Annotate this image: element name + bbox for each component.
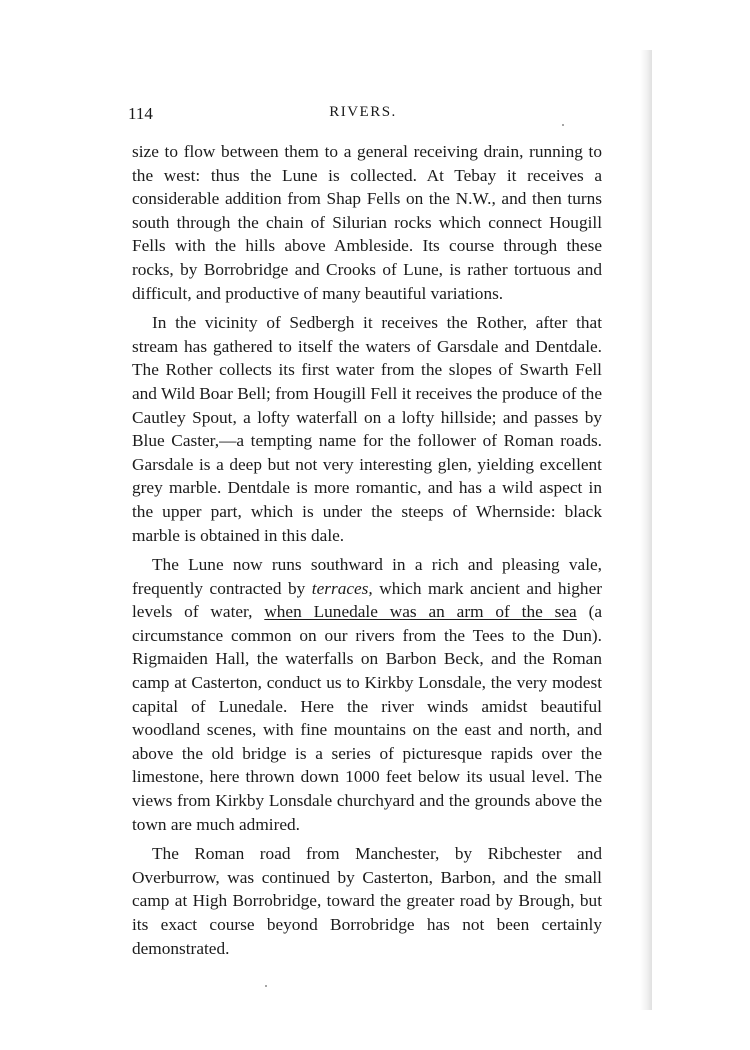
italic-terraces: terraces, [311,578,373,598]
running-head: RIVERS. [329,104,397,120]
body-text [132,140,602,960]
paragraph-3 [132,553,602,836]
paper-speck [265,985,267,987]
paragraph-3-text-middle: which mark ancient and higher levels of water, [132,578,602,622]
page-edge-shadow [640,50,652,1010]
paragraph-2: In the vicinity of Sedbergh it receives the Rother, after that stream has gathered to itself the waters of Garsdale and Dentdale. The Rother collects its first water from the slopes of Swarth Fell and Wild Boar Bell; from Hougill Fell it receives the produce of the Cautley Spout, a lofty waterfall on a lofty hillside; and passes by Blue Caster,—a tempting name for the follower of Roman roads. Garsdale is a deep but not very interesting glen, yielding excellent grey marble. Dentdale is more romantic, and has a wild aspect in the upper part, which is under the steeps of Whernside: black marble is obtained in this dale. [132,313,602,545]
paragraph-3-text-before: The Lune now runs southward in a rich and pleasing vale, frequently contracted by [132,555,602,598]
page-number: 114 [128,104,153,123]
paragraph-3-text-after: (a circumstance common on our rivers from the Tees to the Dun). Rigmaiden Hall, the waterfalls on Barbon Beck, and the Roman camp at Casterton, conduct us to Kirkby Lonsdale, the very modest capital of Lunedale. Here the river winds amidst beautiful woodland scenes, with fine mountains on the east and north, and above the old bridge is a series of picturesque rapids over the limestone, here thrown down 1000 feet below its usual level. The views from Kirkby Lonsdale churchyard and the grounds above the town are much admired. [132,602,603,834]
paper-speck [562,124,564,126]
underlined-phrase: when Lunedale was an arm of the sea [264,602,577,622]
page-header [128,104,598,130]
paragraph-1: size to flow between them to a general receiving drain, running to the west: thus the Lune is collected. At Tebay it receives a considerable addition from Shap Fells on the N.W., and then turns south through the chain of Silurian rocks which connect Hougill Fells with the hills above Ambleside. Its course through these rocks, by Borrobridge and Crooks of Lune, is rather tortuous and difficult, and productive of many beautiful variations. [132,142,602,303]
paragraph-4: The Roman road from Manchester, by Ribchester and Overburrow, was continued by Casterton, Barbon, and the small camp at High Borrobridge, toward the greater road by Brough, but its exact course beyond Borrobridge has not been certainly demonstrated. [132,844,602,958]
